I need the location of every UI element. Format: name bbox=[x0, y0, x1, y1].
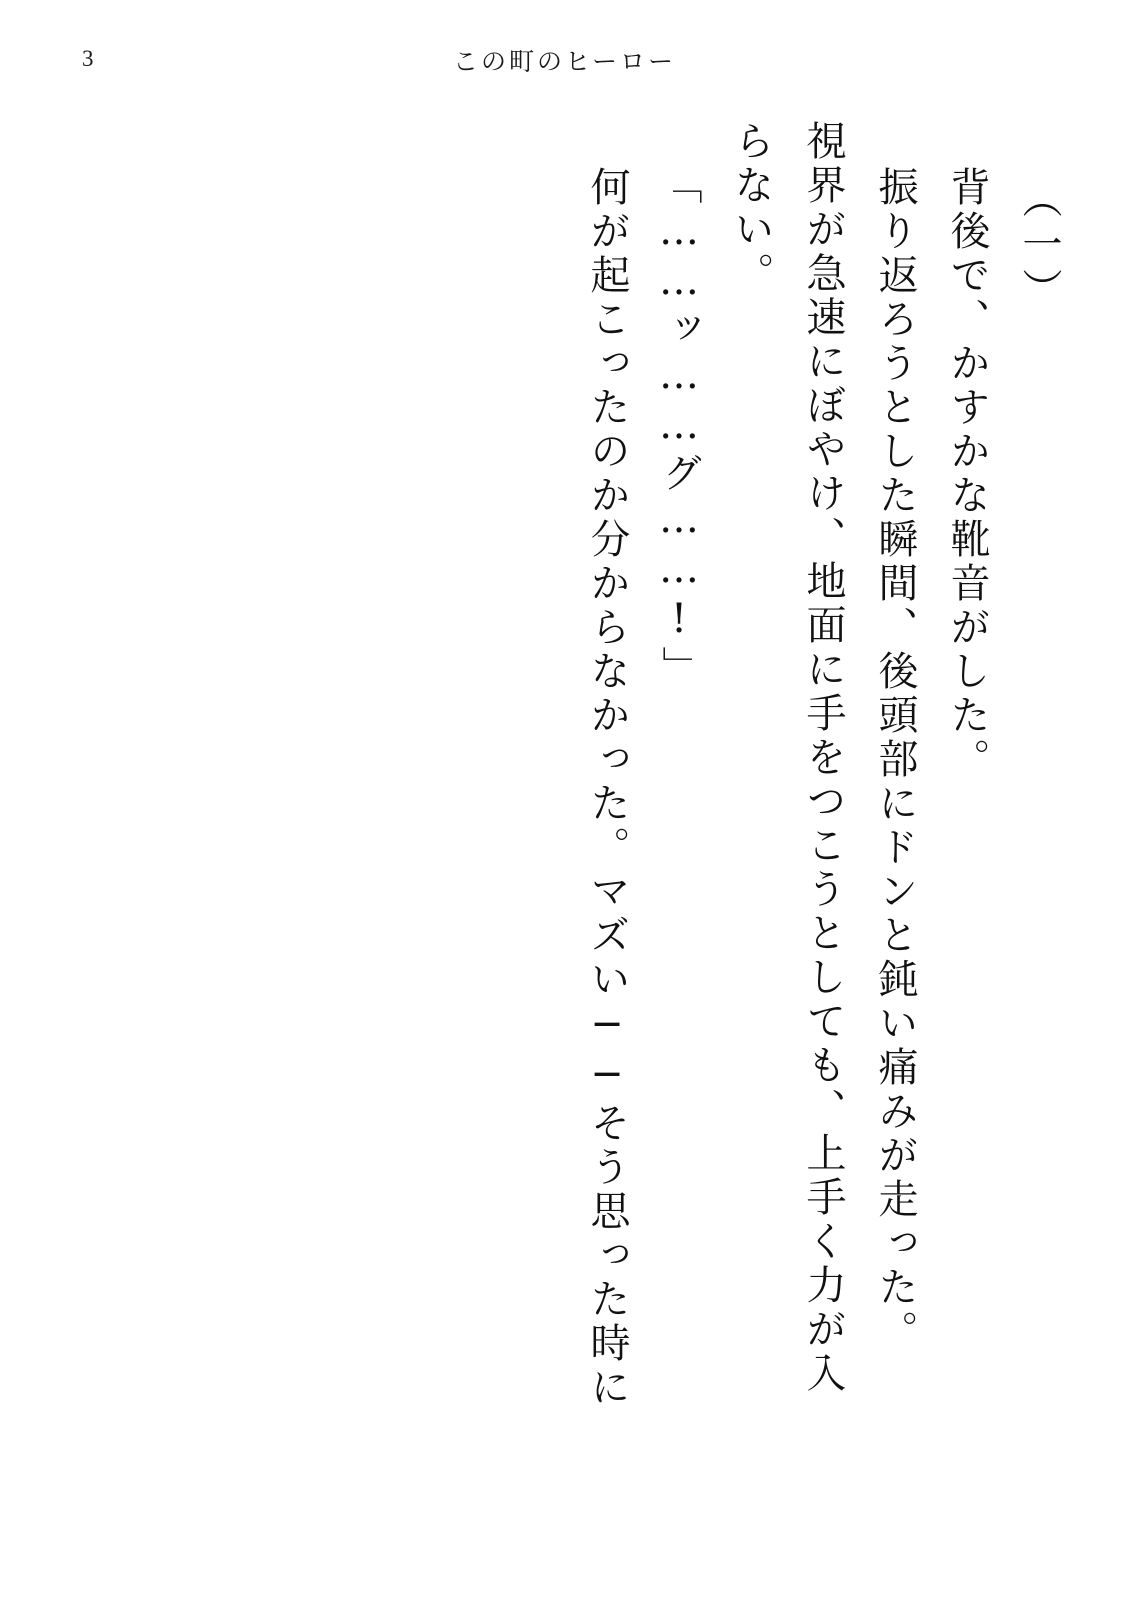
text-column-chapter-heading: （一） bbox=[1016, 178, 1062, 313]
text-column-dialogue: 「……ッ……グ……!」 bbox=[656, 164, 702, 690]
running-title: この町のヒーロー bbox=[452, 47, 676, 76]
text-column-1: 背後で、かすかな靴音がした。 bbox=[944, 166, 990, 782]
text-column-4: らない。 bbox=[728, 120, 774, 296]
page-number: 3 bbox=[82, 46, 94, 71]
body-text-area bbox=[70, 120, 1062, 1560]
text-column-2: 振り返ろうとした瞬間、後頭部にドンと鈍い痛みが走った。 bbox=[872, 166, 918, 1354]
page-header bbox=[0, 42, 1129, 82]
text-column-5: 何が起こったのか分からなかった。マズい──そう思った時に bbox=[584, 166, 630, 1410]
text-column-3: 視界が急速にぼやけ、地面に手をつこうとしても、上手く力が入 bbox=[800, 120, 846, 1396]
